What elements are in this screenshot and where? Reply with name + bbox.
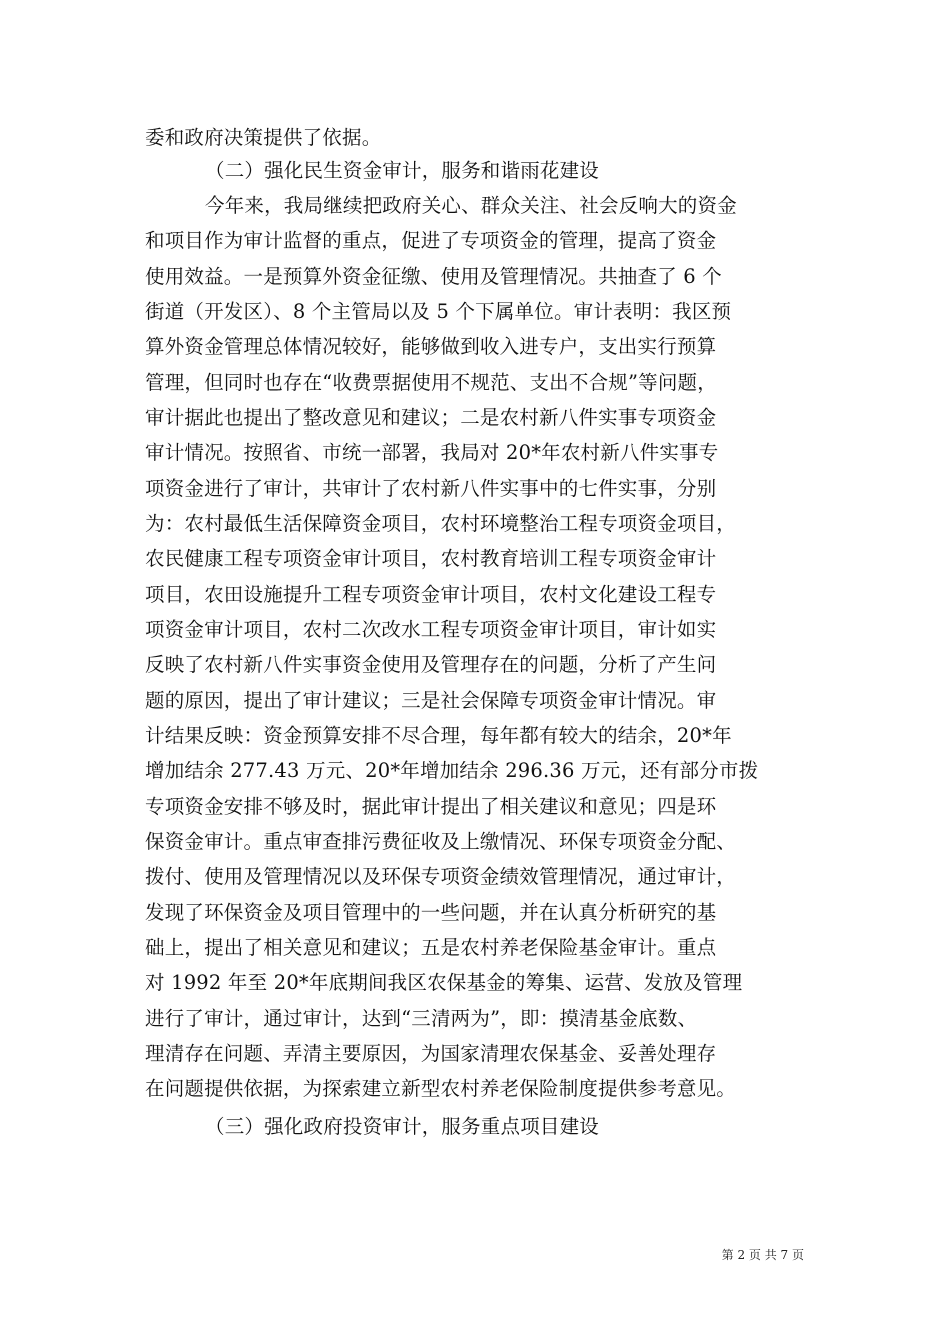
text-line: 础上，提出了相关意见和建议；五是农村养老保险基金审计。重点 — [145, 936, 717, 959]
text-line: 和项目作为审计监督的重点，促进了专项资金的管理，提高了资金 — [145, 229, 717, 252]
text-line: 农民健康工程专项资金审计项目，农村教育培训工程专项资金审计 — [145, 547, 717, 570]
text-line: 拨付、使用及管理情况以及环保专项资金绩效管理情况，通过审计， — [145, 865, 737, 888]
text-line: 为：农村最低生活保障资金项目，农村环境整治工程专项资金项目， — [145, 512, 737, 535]
text-line: 委和政府决策提供了依据。 — [145, 126, 382, 149]
section-heading: （二）强化民生资金审计，服务和谐雨花建设 — [205, 159, 600, 182]
text-line: 项资金审计项目，农村二次改水工程专项资金审计项目，审计如实 — [145, 618, 717, 641]
text-line: 保资金审计。重点审查排污费征收及上缴情况、环保专项资金分配、 — [145, 830, 737, 853]
text-line: 发现了环保资金及项目管理中的一些问题，并在认真分析研究的基 — [145, 901, 717, 924]
text-line: 项资金进行了审计，共审计了农村新八件实事中的七件实事，分别 — [145, 477, 717, 500]
text-line: 反映了农村新八件实事资金使用及管理存在的问题，分析了产生问 — [145, 653, 717, 676]
text-line: 项目，农田设施提升工程专项资金审计项目，农村文化建设工程专 — [145, 583, 717, 606]
text-line: 增加结余 277.43 万元、20*年增加结余 296.36 万元，还有部分市拨 — [145, 759, 759, 782]
text-line: 管理，但同时也存在“收费票据使用不规范、支出不合规”等问题， — [145, 371, 717, 394]
text-line: 在问题提供依据，为探索建立新型农村养老保险制度提供参考意见。 — [145, 1077, 737, 1100]
text-line: 算外资金管理总体情况较好，能够做到收入进专户，支出实行预算 — [145, 335, 717, 358]
text-line: 使用效益。一是预算外资金征缴、使用及管理情况。共抽查了 6 个 — [145, 265, 723, 288]
text-line: 今年来，我局继续把政府关心、群众关注、社会反响大的资金 — [205, 194, 737, 217]
text-line: 计结果反映：资金预算安排不尽合理，每年都有较大的结余，20*年 — [145, 724, 732, 747]
text-line: 街道（开发区）、8 个主管局以及 5 个下属单位。审计表明：我区预 — [145, 300, 732, 323]
section-heading: （三）强化政府投资审计，服务重点项目建设 — [205, 1115, 600, 1138]
text-line: 进行了审计，通过审计，达到“三清两为”，即：摸清基金底数、 — [145, 1007, 698, 1030]
text-line: 专项资金安排不够及时，据此审计提出了相关建议和意见；四是环 — [145, 795, 717, 818]
text-line: 理清存在问题、弄清主要原因，为国家清理农保基金、妥善处理存 — [145, 1042, 717, 1065]
text-line: 审计情况。按照省、市统一部署，我局对 20*年农村新八件实事专 — [145, 441, 719, 464]
page-number-footer: 第 2 页 共 7 页 — [721, 1248, 804, 1262]
text-line: 对 1992 年至 20*年底期间我区农保基金的筹集、运营、发放及管理 — [145, 971, 743, 994]
text-line: 题的原因，提出了审计建议；三是社会保障专项资金审计情况。审 — [145, 689, 717, 712]
text-line: 审计据此也提出了整改意见和建议；二是农村新八件实事专项资金 — [145, 406, 717, 429]
